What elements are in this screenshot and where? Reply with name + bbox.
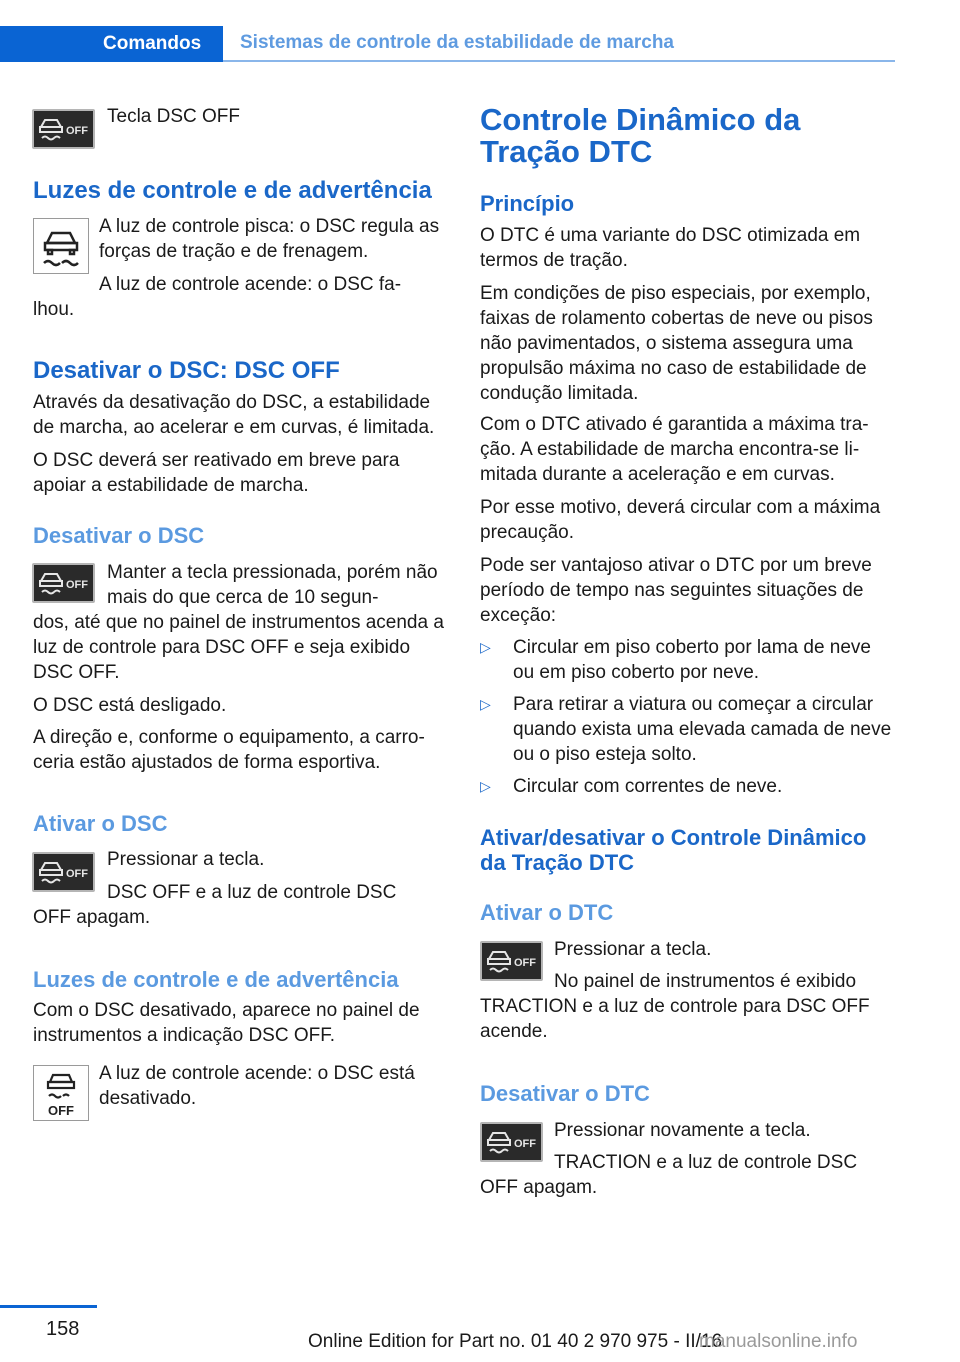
lights-p2b: lhou.	[33, 299, 75, 320]
deactivate-dsc-p1a: Manter a tecla pressionada, porém não mais do que cerca de 10 segun-	[107, 562, 438, 608]
principle-heading: Princípio	[480, 191, 575, 216]
activate-dtc-p1: Pressionar a tecla.	[554, 939, 712, 960]
triangle-bullet-icon: ▷	[480, 639, 491, 655]
activate-dsc-heading: Ativar o DSC	[33, 811, 168, 836]
svg-text:OFF: OFF	[66, 125, 88, 137]
dsc-lamp-icon	[33, 218, 89, 274]
page-number: 158	[46, 1318, 80, 1340]
activate-dtc-p2a: No painel de instrumentos é exibido	[554, 971, 857, 992]
warning-lights-heading: Luzes de controle e de advertência	[33, 967, 399, 992]
dsc-off-button-icon	[480, 941, 543, 981]
principle-p1: O DTC é uma variante do DSC otimizada em termos de tração.	[480, 225, 861, 271]
triangle-bullet-icon: ▷	[480, 696, 491, 712]
watermark: manualsonline.info	[699, 1331, 858, 1352]
principle-p2: Em condições de piso especiais, por exemplo, faixas de rolamento cobertas de neve ou pisos não pavimentados, o sistema assegura uma propulsão máxima no caso de estabilidade de condução limitada.	[480, 283, 873, 404]
edition-text: Online Edition for Part no. 01 40 2 970 975 - II/16	[308, 1331, 723, 1352]
header-rule	[223, 60, 895, 62]
svg-text:OFF: OFF	[514, 957, 536, 969]
key-label: Tecla DSC OFF	[107, 106, 241, 127]
warning-p2: A luz de controle acende: o DSC está desativado.	[99, 1063, 415, 1109]
svg-text:OFF: OFF	[514, 1138, 536, 1150]
list-item: ▷ Circular em piso coberto por lama de neve ou em piso coberto por neve.	[480, 637, 872, 683]
dsc-off-button-icon	[32, 109, 95, 149]
activate-dsc-p2b: OFF apagam.	[33, 907, 151, 928]
dsc-off-button-icon	[480, 1122, 543, 1162]
deactivate-dtc-p1: Pressionar novamente a tecla.	[554, 1120, 811, 1141]
section-tab: Comandos	[0, 26, 223, 62]
svg-text:OFF: OFF	[66, 868, 88, 880]
toggle-dtc-heading: Ativar/desativar o Controle Dinâmico da Tração DTC	[480, 825, 867, 875]
dsc-off-button-icon	[32, 852, 95, 892]
svg-text:OFF: OFF	[48, 1103, 74, 1118]
lights-heading: Luzes de controle e de advertência	[33, 177, 432, 204]
footer-rule	[0, 1305, 97, 1308]
activate-dtc-heading: Ativar o DTC	[480, 900, 614, 925]
deactivate-dtc-heading: Desativar o DTC	[480, 1081, 650, 1106]
dsc-off-lamp-icon	[33, 1065, 89, 1121]
dsc-off-button-icon	[32, 563, 95, 603]
svg-text:OFF: OFF	[66, 579, 88, 591]
dtc-title: Controle Dinâmico da Tração DTC	[480, 102, 801, 169]
deactivate-dsc-heading: Desativar o DSC	[33, 523, 205, 548]
deactivate-dsc-p2: O DSC está desligado.	[33, 695, 227, 716]
page-header	[0, 26, 895, 62]
triangle-bullet-icon: ▷	[480, 778, 491, 794]
principle-p3: Com o DTC ativado é garantida a máxima tração. A estabilidade de marcha encontra-se limitada durante a aceleração e em curvas.	[480, 414, 869, 485]
principle-p5: Pode ser vantajoso ativar o DTC por um breve período de tempo nas seguintes situações de exceção:	[480, 555, 872, 626]
deactivate-dtc-p2b: OFF apagam.	[480, 1177, 598, 1198]
deactivate-dsc-p3: A direção e, conforme o equipamento, a carroceria estão ajustados de forma esportiva.	[33, 727, 425, 773]
deactivate-p2: O DSC deverá ser reativado em breve para apoiar a estabilidade de marcha.	[33, 450, 400, 496]
activate-dsc-p2a: DSC OFF e a luz de controle DSC	[107, 882, 397, 903]
deactivate-heading: Desativar o DSC: DSC OFF	[33, 357, 340, 384]
list-item: ▷ Para retirar a viatura ou começar a circular quando exista uma elevada camada de neve ou o piso esteja solto.	[480, 694, 892, 765]
deactivate-p1: Através da desativação do DSC, a estabilidade de marcha, ao acelerar e em curvas, é limitada.	[33, 392, 435, 438]
activate-dsc-p1: Pressionar a tecla.	[107, 849, 265, 870]
principle-p4: Por esse motivo, deverá circular com a máxima precaução.	[480, 497, 881, 543]
activate-dtc-p2b: TRACTION e a luz de controle para DSC OFF acende.	[480, 996, 870, 1042]
lights-p1: A luz de controle pisca: o DSC regula as forças de tração e de frenagem.	[99, 216, 440, 262]
list-item: ▷ Circular com correntes de neve.	[480, 776, 783, 797]
deactivate-dtc-p2a: TRACTION e a luz de controle DSC	[554, 1152, 858, 1173]
subsection-title: Sistemas de controle da estabilidade de marcha	[240, 32, 674, 53]
deactivate-dsc-p1b: dos, até que no painel de instrumentos acenda a luz de controle para DSC OFF e seja exibido DSC OFF.	[33, 612, 444, 683]
lights-p2a: A luz de controle acende: o DSC fa-	[99, 274, 402, 295]
warning-p1: Com o DSC desativado, aparece no painel de instrumentos a indicação DSC OFF.	[33, 1000, 420, 1046]
